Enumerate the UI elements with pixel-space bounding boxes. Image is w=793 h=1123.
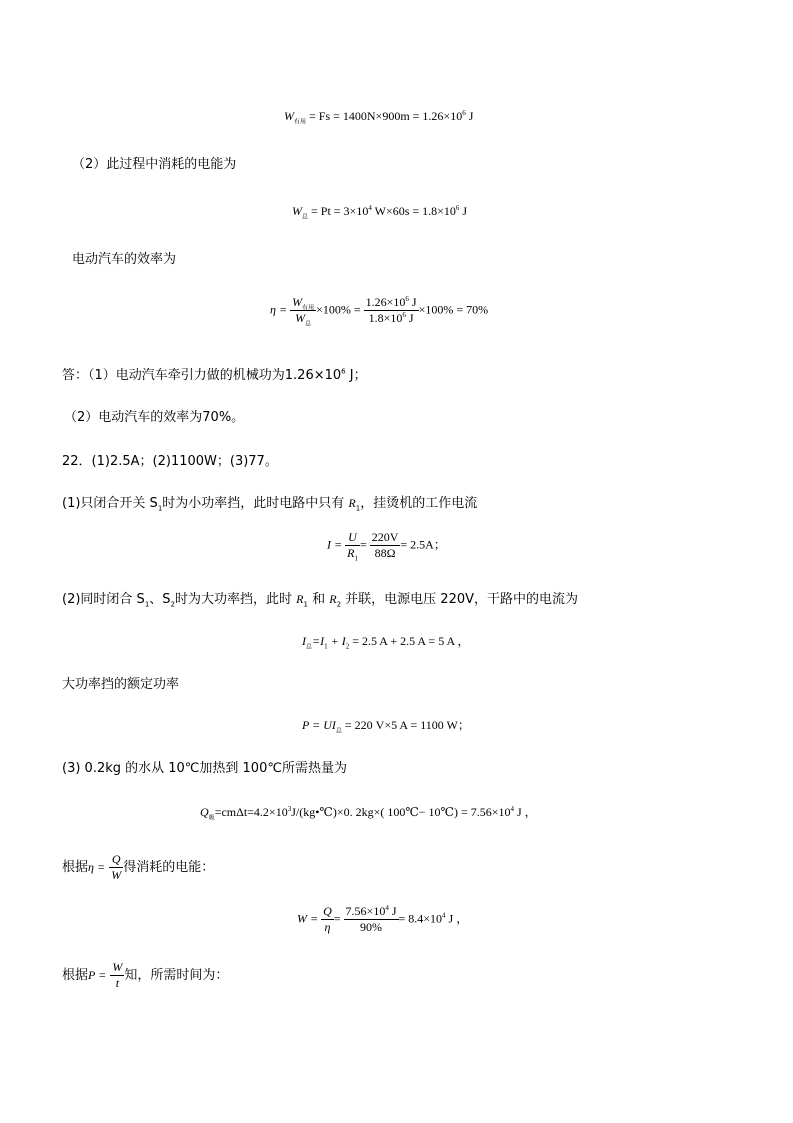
fraction-heat-efficiency: $\frac{7.56\times 10^4 J}{90\%}$ <box>345 904 397 935</box>
step-22-1-text: (1)只闭合开关 $S_1$时为小功率挡，此时电路中只有 $R_1$，挂烫机的工作电流 <box>62 496 478 513</box>
fraction-q-over-eta: $\frac{Q}{\eta}$ <box>323 904 332 935</box>
answer-2: （2）电动汽车的效率为70%。 <box>64 410 245 425</box>
answer-1: 答：（1）电动汽车牵引力做的机械功为$1.26\times 10^6$ J； <box>62 367 367 383</box>
efficiency-label: 电动汽车的效率为 <box>72 252 177 267</box>
fraction-w-over-t: $\frac{W}{t}$ <box>112 960 123 991</box>
equation-current: I = $\frac{U}{R_1}$ = $\frac{220V}{88\Omega}$ = 2.5A； <box>327 530 446 563</box>
fraction-energy-values: $\frac{1.26\times 10^6 J}{1.8\times 10^6 J}$ <box>365 295 417 326</box>
equation-power: $P = UI_总 = 220$ V×5 A = 1100 W； <box>302 718 470 735</box>
fraction-work-ratio: $\frac{W_{有用}}{W_总}$ <box>292 295 315 328</box>
equation-efficiency: η = $\frac{W_{有用}}{W_总}$ ×100% = $\frac{1.26\times 10^6 J}{1.8\times 10^6 J}$ ×100% = 70% <box>270 295 489 328</box>
equation-electric-energy: W = $\frac{Q}{\eta}$ = $\frac{7.56\times 10^4 J}{90\%}$ = $8.4\times 10^4$ J ， <box>297 904 469 935</box>
step-22-2-text: (2)同时闭合 $S_1$、$S_2$时为大功率挡，此时 $R_1$ 和 $R_2$ 并联，电源电压 220V，干路中的电流为 <box>62 592 579 609</box>
fraction-q-over-w: $\frac{Q}{W}$ <box>111 852 122 883</box>
rated-power-label: 大功率挡的额定功率 <box>62 677 180 692</box>
equation-useful-work: $W_{有用} = Fs = 1400N\times 900m = 1.26\times 10^6$ J <box>284 109 474 126</box>
fraction-u-over-r: $\frac{U}{R_1}$ <box>347 530 358 563</box>
fraction-voltage-resistance: $\frac{220V}{88\Omega}$ <box>371 530 399 561</box>
step-2-energy-label: （2）此过程中消耗的电能为 <box>72 157 237 172</box>
equation-heat: $Q_吸=cm\Delta t=4.2\times 10^3J/(kg•℃)\times 0$. 2kg×( 100℃− 10℃) = $7.56\times 10^4$ J ， <box>200 805 537 822</box>
step-22-5-text: 根据P = $\frac{W}{t}$ 知，所需时间为： <box>62 960 229 991</box>
equation-total-current: $I_总=I_1 + I_2 = 2.5$ A + 2.5 A = 5 A ， <box>302 634 470 651</box>
equation-total-work: $W_总 = Pt = 3\times 10^4$ $W\times 60s = 1.8\times 10^6$ J <box>292 204 468 221</box>
step-22-4-text: 根据η = $\frac{Q}{W}$ 得消耗的电能： <box>62 852 215 883</box>
question-22-heading: 22．(1)2.5A；(2)1100W；(3)77。 <box>62 454 278 469</box>
step-22-3-text: (3) 0.2kg 的水从 10℃加热到 100℃所需热量为 <box>62 761 347 776</box>
